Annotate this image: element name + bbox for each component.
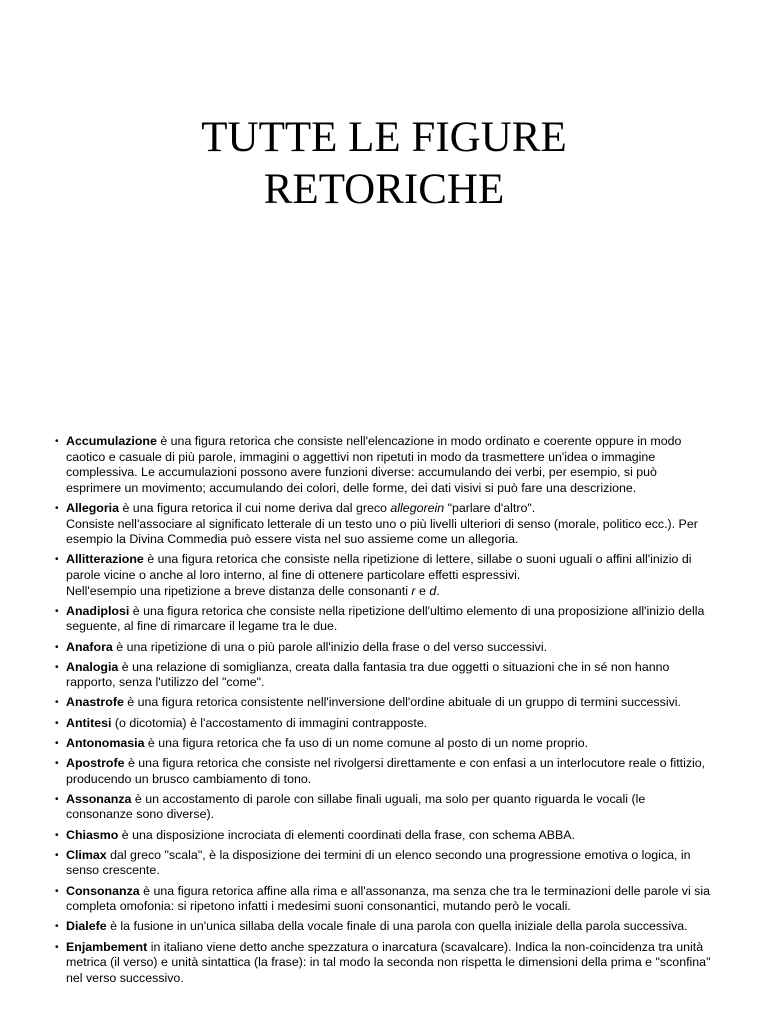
definition: è una figura retorica che fa uso di un nome comune al posto di un nome proprio. — [144, 735, 589, 750]
term: Antitesi — [66, 715, 112, 730]
list-item-accumulazione — [54, 434, 714, 496]
term: Climax — [66, 847, 107, 862]
term: Chiasmo — [66, 827, 119, 842]
definition: è una relazione di somiglianza, creata dalla fantasia tra due oggetti o situazioni che in sé non hanno rapporto, senza l'utilizzo del "come". — [66, 659, 670, 690]
term: Dialefe — [66, 919, 107, 934]
term: Antonomasia — [66, 735, 145, 750]
term: Allitterazione — [66, 552, 144, 567]
list-item-anastrofe — [54, 695, 714, 711]
definition: è una disposizione incrociata di elementi coordinati della frase, con schema ABBA. — [118, 827, 575, 842]
list-item-antitesi — [54, 716, 714, 732]
definition: (o dicotomia) è l'accostamento di immagini contrapposte. — [111, 715, 428, 730]
term: Analogia — [66, 659, 119, 674]
definition: Consiste nell'associare al significato letterale di un testo uno o più livelli ulteriori di senso (morale, politico ecc.). Per esempio la Divina Commedia può essere vista nel suo assieme come un allegoria. — [66, 516, 698, 547]
definition-italic: allegorein — [390, 500, 445, 515]
list-item-enjambement — [54, 940, 714, 987]
term: Assonanza — [66, 791, 132, 806]
definition: è un accostamento di parole con sillabe finali uguali, ma solo per quanto riguarda le vocali (le consonanze sono diverse). — [66, 791, 646, 822]
list-item-chiasmo — [54, 828, 714, 844]
list-item-climax — [54, 848, 714, 879]
term: Accumulazione — [66, 434, 157, 448]
term: Allegoria — [66, 500, 120, 515]
definition: è una ripetizione di una o più parole all'inizio della frase o del verso successivi. — [112, 639, 548, 654]
term: Anastrofe — [66, 695, 124, 710]
figures-list — [54, 434, 714, 991]
definition: "parlare d'altro". — [444, 500, 536, 515]
term: Apostrofe — [66, 756, 125, 771]
definition: è una figura retorica che consiste nella ripetizione dell'ultimo elemento di una proposizione all'inizio della seguente, al fine di rimarcare il legame tra le due. — [66, 603, 705, 634]
definition-italic: r — [411, 583, 416, 598]
definition: è una figura retorica che consiste nella ripetizione di lettere, sillabe o suoni uguali o affini all'inizio di parole vicine o anche al loro interno, al fine di ottenere particolare effetti espressivi. — [66, 552, 692, 582]
definition: è una figura retorica il cui nome deriva dal greco — [119, 500, 391, 515]
definition: . — [436, 583, 440, 598]
page-title-line-2: RETORICHE — [263, 166, 505, 213]
definition: è una figura retorica affine alla rima e all'assonanza, ma senza che tra le terminazioni delle parole vi sia completa omofonia: si ripetono infatti i medesimi suoni consonantici, mutando però le vocali. — [66, 883, 711, 914]
list-item-antonomasia — [54, 736, 714, 752]
list-item-anafora — [54, 640, 714, 656]
list-item-dialefe — [54, 919, 714, 935]
list-item-anadiplosi — [54, 604, 714, 635]
definition: è una figura retorica che consiste nel rivolgersi direttamente e con enfasi a un interlocutore reale o fittizio, producendo un brusco cambiamento di tono. — [66, 756, 706, 786]
definition: e — [415, 583, 430, 598]
definition: è una figura retorica che consiste nell'elencazione in modo ordinato e coerente oppure in modo caotico e casuale di più parole, immagini o aggettivi non ripetuti in modo da trasmettere un'idea o immagine complessiva. Le accumulazioni possono avere funzioni diverse: accumulando dei verbi, per esempio, si può esprimere un movimento; accumulando dei colori, delle forme, dei dati visivi si può fare una descrizione. — [66, 434, 682, 495]
definition: Nell'esempio una ripetizione a breve distanza delle consonanti — [66, 583, 412, 598]
term: Enjambement — [66, 939, 148, 954]
list-item-assonanza — [54, 792, 714, 823]
list-item-analogia — [54, 660, 714, 691]
list-item-consonanza — [54, 884, 714, 915]
page-title — [0, 112, 768, 216]
definition: è la fusione in un'unica sillaba della vocale finale di una parola con quella iniziale della parola successiva. — [106, 919, 688, 934]
term: Anafora — [66, 639, 113, 654]
page-title-line-1: TUTTE LE FIGURE — [201, 114, 567, 161]
definition: dal greco "scala", è la disposizione dei termini di un elenco secondo una progressione emotiva o logica, in senso crescente. — [66, 847, 691, 878]
definition: è una figura retorica consistente nell'inversione dell'ordine abituale di un gruppo di termini successivi. — [123, 695, 681, 710]
term: Consonanza — [66, 883, 140, 898]
definition: in italiano viene detto anche spezzatura o inarcatura (scavalcare). Indica la non-coincidenza tra unità metrica (il verso) e unità sintattica (la frase): in tal modo la seconda non rispetta le dimensioni della prima e "sconfina" nel verso successivo. — [66, 939, 711, 985]
list-item-apostrofe — [54, 756, 714, 787]
definition-italic: d — [429, 583, 437, 598]
list-item-allegoria — [54, 501, 714, 548]
term: Anadiplosi — [66, 603, 130, 618]
list-item-allitterazione — [54, 552, 714, 599]
